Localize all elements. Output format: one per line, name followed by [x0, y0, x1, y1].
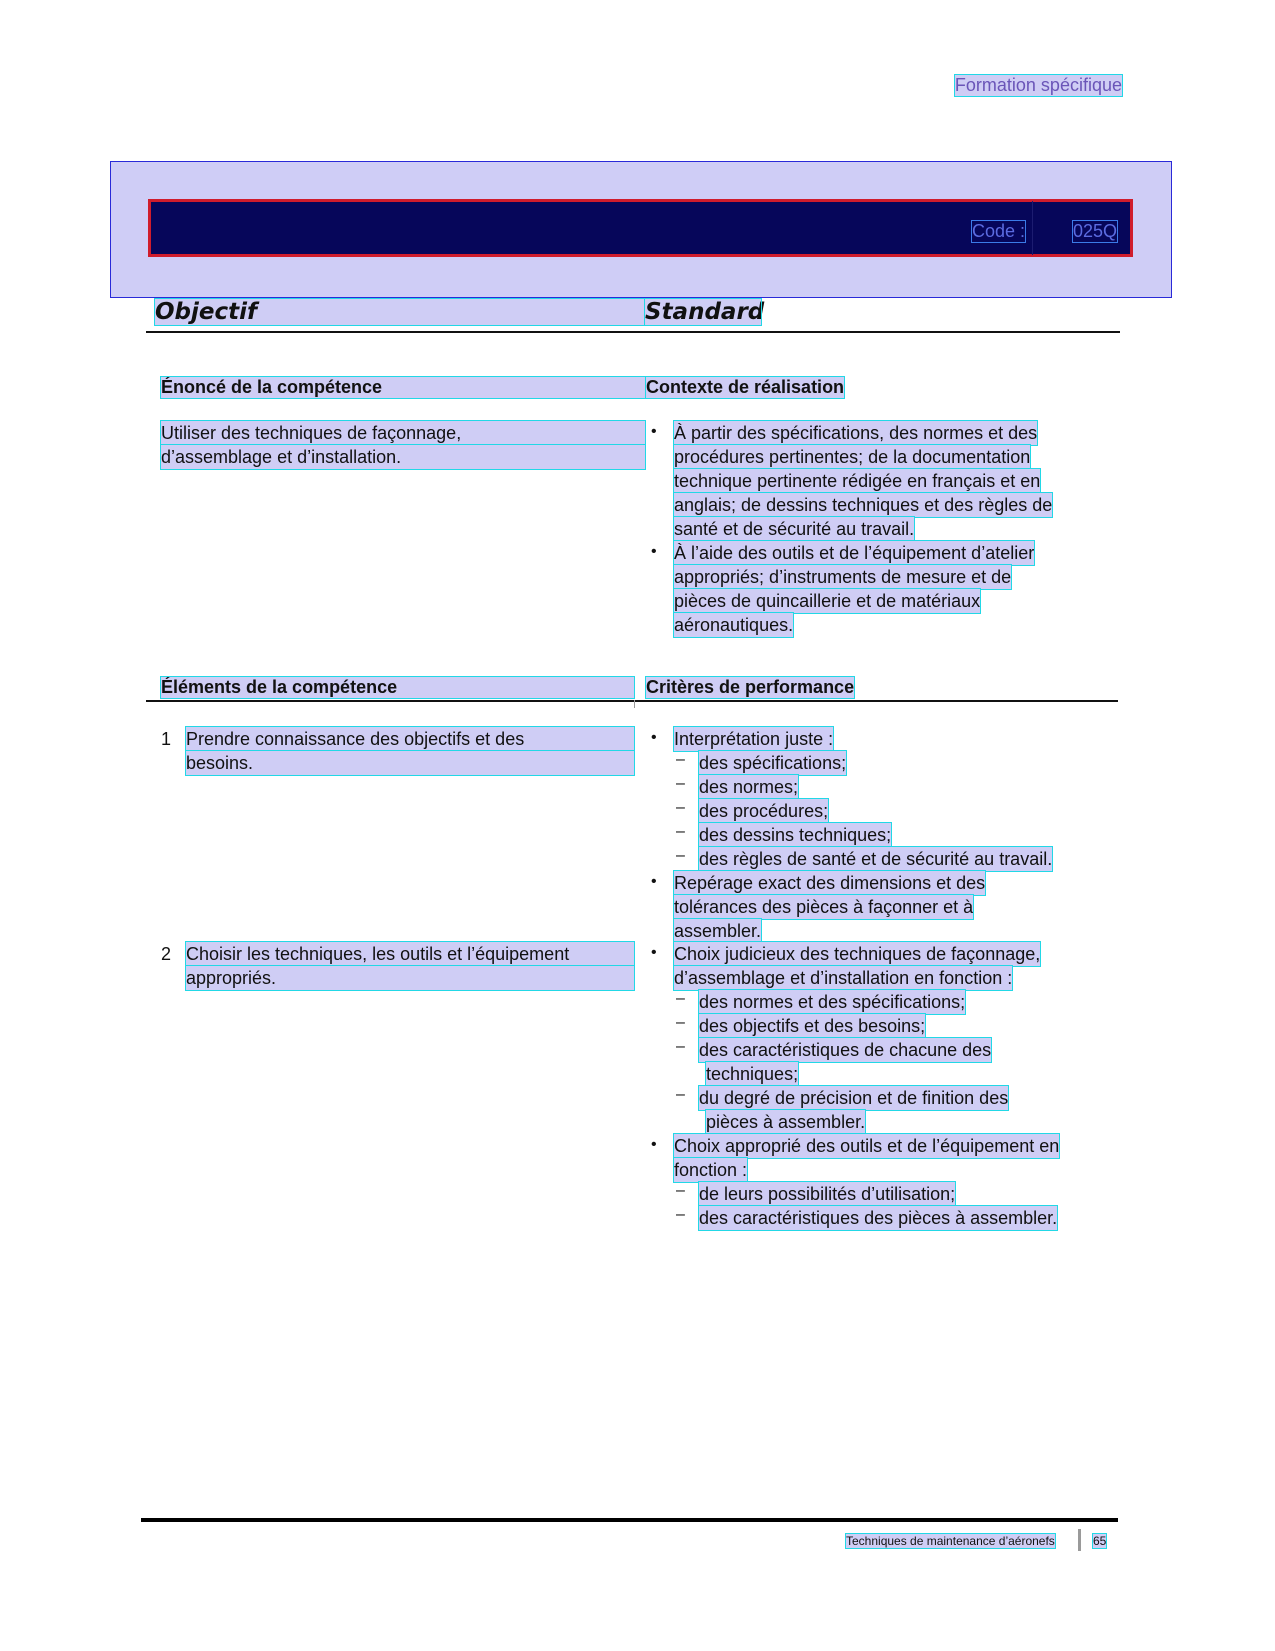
criteria-subline: de leurs possibilités d’utilisation;: [699, 1184, 956, 1204]
program-header: Formation spécifique: [954, 75, 1122, 95]
page-number: 65: [1093, 1534, 1107, 1548]
criteria-subline: des spécifications;: [699, 753, 847, 773]
element-number: 1: [161, 729, 172, 749]
statement-line: d’assemblage et d’installation.: [161, 445, 645, 469]
criteria-subline: des normes et des spécifications;: [699, 992, 966, 1012]
footer-rule: [141, 1518, 1118, 1522]
bullet-icon: •: [651, 543, 657, 560]
element-line: appropriés.: [186, 966, 634, 990]
criteria-line: Repérage exact des dimensions et des: [674, 873, 986, 893]
criteria-line: Interprétation juste :: [674, 729, 834, 749]
element-number: 2: [161, 944, 172, 964]
elements-label: Éléments de la compétence: [161, 677, 634, 698]
criteria-subline: pièces à assembler.: [706, 1112, 866, 1132]
objective-rule: [146, 331, 1120, 333]
context-line: À l’aide des outils et de l’équipement d’atelier: [674, 543, 1035, 563]
criteria-line: d’assemblage et d’installation en fonction :: [674, 968, 1013, 988]
criteria-subline: des normes;: [699, 777, 799, 797]
dash-icon: –: [676, 799, 685, 816]
element-line: besoins.: [186, 751, 634, 775]
dash-icon: –: [676, 990, 685, 1007]
criteria-subline: des dessins techniques;: [699, 825, 892, 845]
elements-rule: [146, 700, 1118, 702]
context-line: technique pertinente rédigée en français et en: [674, 471, 1041, 491]
criteria-subline: des objectifs et des besoins;: [699, 1016, 926, 1036]
criteria-line: Choix judicieux des techniques de façonnage,: [674, 944, 1041, 964]
context-line: anglais; de dessins techniques et des règles de: [674, 495, 1053, 515]
dash-icon: –: [676, 775, 685, 792]
bullet-icon: •: [651, 1136, 657, 1153]
objective-heading: Objectif: [155, 299, 645, 325]
context-line: aéronautiques.: [674, 615, 794, 635]
context-line: À partir des spécifications, des normes et des: [674, 423, 1038, 443]
code-separator: [1032, 201, 1033, 255]
dash-icon: –: [676, 1086, 685, 1103]
criteria-line: assembler.: [674, 921, 762, 941]
bullet-icon: •: [651, 729, 657, 746]
element-line: Choisir les techniques, les outils et l’équipement: [186, 942, 634, 966]
code-label: Code :: [972, 221, 1026, 241]
dash-icon: –: [676, 823, 685, 840]
context-line: pièces de quincaillerie et de matériaux: [674, 591, 981, 611]
code-value: 025Q: [1073, 221, 1118, 241]
context-line: appropriés; d’instruments de mesure et de: [674, 567, 1012, 587]
criteria-subline: des caractéristiques des pièces à assembler.: [699, 1208, 1058, 1228]
criteria-subline: techniques;: [706, 1064, 799, 1084]
criteria-line: Choix approprié des outils et de l’équipement en: [674, 1136, 1060, 1156]
context-line: santé et de sécurité au travail.: [674, 519, 915, 539]
criteria-subline: du degré de précision et de finition des: [699, 1088, 1009, 1108]
bullet-icon: •: [651, 423, 657, 440]
dash-icon: –: [676, 751, 685, 768]
dash-icon: –: [676, 1182, 685, 1199]
statement-label: Énoncé de la compétence: [161, 377, 645, 398]
criteria-subline: des règles de santé et de sécurité au travail.: [699, 849, 1053, 869]
column-divider: [634, 700, 635, 708]
criteria-line: tolérances des pièces à façonner et à: [674, 897, 974, 917]
element-line: Prendre connaissance des objectifs et des: [186, 727, 634, 751]
bullet-icon: •: [651, 944, 657, 961]
footer-separator: [1078, 1529, 1081, 1551]
context-label: Contexte de réalisation: [646, 377, 845, 397]
dash-icon: –: [676, 1038, 685, 1055]
dash-icon: –: [676, 1014, 685, 1031]
criteria-subline: des caractéristiques de chacune des: [699, 1040, 992, 1060]
dash-icon: –: [676, 847, 685, 864]
standard-heading: Standard: [645, 299, 765, 325]
bullet-icon: •: [651, 873, 657, 890]
statement-line: Utiliser des techniques de façonnage,: [161, 421, 645, 445]
dash-icon: –: [676, 1206, 685, 1223]
criteria-subline: des procédures;: [699, 801, 829, 821]
footer-title: Techniques de maintenance d’aéronefs: [846, 1534, 1055, 1548]
context-line: procédures pertinentes; de la documentation: [674, 447, 1031, 467]
criteria-label: Critères de performance: [646, 677, 855, 697]
criteria-line: fonction :: [674, 1160, 748, 1180]
